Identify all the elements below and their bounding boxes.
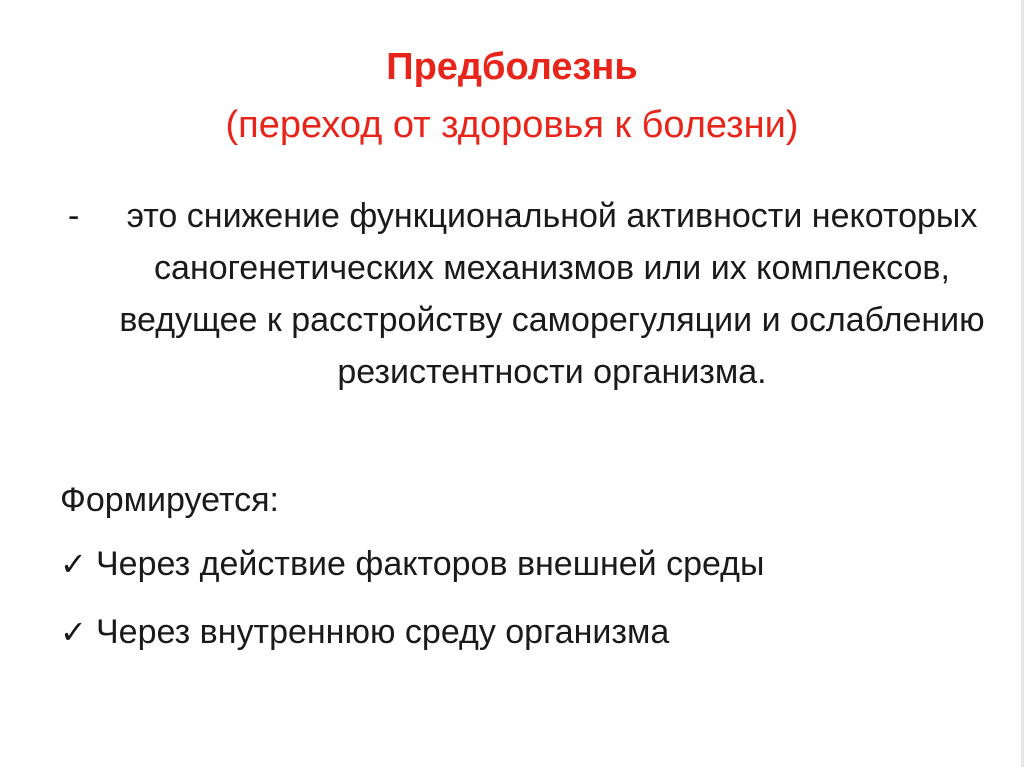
slide-subtitle: (переход от здоровья к болезни) [225, 104, 799, 146]
definition-paragraph [60, 190, 1000, 398]
list-item [60, 538, 1000, 590]
definition-dash-marker: - [68, 197, 80, 235]
slide-title-block [0, 38, 1024, 154]
list-item-text: Через внутреннюю среду организма [96, 613, 670, 651]
forms-label: Формируется: [60, 481, 280, 519]
definition-text: это снижение функциональной активности некоторых саногенетических механизмов или их комплексов, ведущее к расстройству саморегуляции и ослаблению резистентности организма. [119, 197, 985, 391]
slide-title: Предболезнь [386, 46, 638, 88]
check-icon: ✓ [60, 546, 87, 582]
check-icon: ✓ [60, 614, 87, 650]
list-item [60, 606, 1000, 658]
list-item-text: Через действие факторов внешней среды [96, 545, 765, 583]
formation-section [60, 474, 1000, 674]
